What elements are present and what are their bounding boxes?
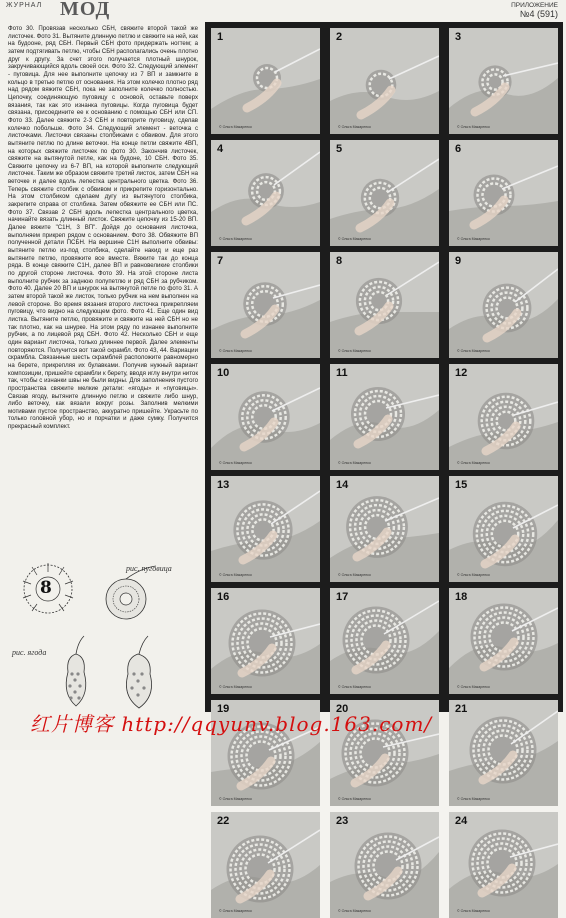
photo-number: 22 xyxy=(217,815,230,827)
photo-credit: © Ольга Макаренко xyxy=(457,909,490,913)
crochet-photo xyxy=(449,252,558,358)
crochet-photo xyxy=(211,140,320,246)
photo-image xyxy=(449,588,558,694)
photo-number: 21 xyxy=(455,703,468,715)
photo-credit: © Ольга Макаренко xyxy=(457,125,490,129)
berry-diagram-label: рис. ягода xyxy=(12,648,47,657)
photo-image xyxy=(449,812,558,918)
photo-number: 7 xyxy=(217,255,224,267)
photo-number: 19 xyxy=(217,703,230,715)
crochet-photo xyxy=(449,140,558,246)
photo-credit: © Ольга Макаренко xyxy=(219,685,252,689)
photo-credit: © Ольга Макаренко xyxy=(338,125,371,129)
photo-image xyxy=(211,364,320,470)
photo-number: 24 xyxy=(455,815,468,827)
crochet-photo xyxy=(330,476,439,582)
photo-credit: © Ольга Макаренко xyxy=(457,237,490,241)
supplement-label: ПРИЛОЖЕНИЕ xyxy=(511,2,558,9)
crochet-photo xyxy=(449,364,558,470)
diagram-number: 8 xyxy=(40,578,52,598)
photo-image xyxy=(330,140,439,246)
photo-number: 5 xyxy=(336,143,343,155)
photo-image xyxy=(330,28,439,134)
photo-credit: © Ольга Макаренко xyxy=(219,573,252,577)
crochet-photo xyxy=(211,588,320,694)
crochet-photo xyxy=(330,588,439,694)
photo-credit: © Ольга Макаренко xyxy=(219,349,252,353)
photo-credit: © Ольга Макаренко xyxy=(457,573,490,577)
crochet-photo xyxy=(449,28,558,134)
crochet-photo xyxy=(211,476,320,582)
photo-number: 15 xyxy=(455,479,468,491)
photo-number: 14 xyxy=(336,479,349,491)
photo-number: 4 xyxy=(217,143,224,155)
crochet-photo xyxy=(211,812,320,918)
photo-number: 1 xyxy=(217,31,224,43)
crochet-photo xyxy=(330,364,439,470)
berry-diagram xyxy=(66,636,151,708)
photo-image xyxy=(211,252,320,358)
photo-image xyxy=(330,812,439,918)
photo-number: 11 xyxy=(336,367,348,379)
magazine-word: ЖУРНАЛ xyxy=(6,2,43,9)
photo-credit: © Ольга Макаренко xyxy=(219,237,252,241)
photo-credit: © Ольга Макаренко xyxy=(457,685,490,689)
photo-image xyxy=(330,252,439,358)
photo-number: 12 xyxy=(455,367,468,379)
photo-credit: © Ольга Макаренко xyxy=(219,909,252,913)
crochet-photo xyxy=(449,588,558,694)
photo-image xyxy=(330,364,439,470)
issue-number: №4 (591) xyxy=(519,9,558,19)
photo-credit: © Ольга Макаренко xyxy=(338,573,371,577)
magazine-logo: МОД xyxy=(60,0,111,20)
photo-credit: © Ольга Макаренко xyxy=(457,349,490,353)
photo-credit: © Ольга Макаренко xyxy=(338,349,371,353)
photo-image xyxy=(449,364,558,470)
photo-number: 23 xyxy=(336,815,349,827)
photo-image xyxy=(449,140,558,246)
crochet-photo xyxy=(449,812,558,918)
photo-credit: © Ольга Макаренко xyxy=(219,125,252,129)
photo-credit: © Ольга Макаренко xyxy=(338,237,371,241)
photo-number: 20 xyxy=(336,703,349,715)
photo-credit: © Ольга Макаренко xyxy=(457,461,490,465)
photo-image xyxy=(330,476,439,582)
photo-number: 2 xyxy=(336,31,343,43)
button-diagram-label: рис. пуговица xyxy=(126,564,172,573)
photo-image xyxy=(211,28,320,134)
photo-number: 9 xyxy=(455,255,462,267)
photo-image xyxy=(449,252,558,358)
crochet-photo xyxy=(211,28,320,134)
photo-credit: © Ольга Макаренко xyxy=(338,461,371,465)
photo-credit: © Ольга Макаренко xyxy=(338,797,371,801)
photo-image xyxy=(211,140,320,246)
issue-header xyxy=(511,2,558,18)
crochet-photo xyxy=(211,252,320,358)
crochet-photo xyxy=(330,28,439,134)
photo-number: 16 xyxy=(217,591,230,603)
crochet-photo xyxy=(330,252,439,358)
photo-number: 6 xyxy=(455,143,462,155)
photo-image xyxy=(211,476,320,582)
crochet-photo xyxy=(330,140,439,246)
photo-image xyxy=(449,476,558,582)
watermark: 红片博客 http://qqyunv.blog.163.com/ xyxy=(30,712,433,736)
crochet-photo xyxy=(449,476,558,582)
instructions-text: Фото 30. Провязав несколько СБН, свяжите второй такой же листочек. Фото 31. Вытяните длинную петлю и свяжите на ней, как на будооне, ряд СБН. Первый СБН фото придержать ногтем; а затем подтягивать петлю, чтобы СБН располагались очень плотно друг к другу. За счет этого получается плотный шнурок, закручивающийся вдоль своей оси. Фото 32. Следующий элемент - пуговица. Для нее выполните цепочку из 7 ВП и замкните в кольцо в третью петлю от основания. На этом колечко плотно ряд над рядом вяжите СБН, пока не заполните колечко полностью. Цепочку, соединяющую пуговицу с основой, оставьте поверх вязания, так как это изнанка пуговицы. Когда пуговица будет связана, присоедините ее к основанию с помощью СБН или СП. Фото 33. Далее свяжите 2-3 СБН и повторите пуговицу, сделав колечко побольше. Фото 34. Следующий элемент - веточка с листочками. Листочки связаны столбиками с обвивом. Для этого вытяните петлю по длине веточки. На конце петли свяжите 4ВП, на которых свяжите листочек по фото 30. Закончив листочек, свяжите на вытянутой петле, как на будоне, 10 СБН. Фото 35. Свяжите цепочку из 6-7 ВП, на которой выполните следующий листочек. Таким же образом свяжите третий листок, затем СБН на веточке и далее вдоль лепестка центрального цветка. Фото 36. Теперь свяжите столбик с обвивом и прикрепите горизонтально. На этом столбиком сделаем дугу из вытянутого столбика, закрепите справа от столбика. Затем обвяжите ее СБН или ПС. Фото 37. Связав 2 СБН вдоль лепестка центрального цветка, начинайте вязать длинный листок. Свяжите цепочку из 15-20 ВП. Далее вяжите "С1Н, 3 ВП". Дойдя до основания листочка, выполняем прикреп рядом с основанием. Фото 38. Обвяжите ВП полученной детали ПСБН. На вершине С1Н выполните обвивы: вытяните петлю из-под столбика, сделайте накид и еще раз вытяните петлю, провяжите все вместе. Вяжите так до конца ряда. В конце свяжите С1Н, далее ВП и равновеликие столбики по другой стороне листочка. Фото 39. На этой стороне листа выполните рубчик за заднюю полупетлю и ряд СБН за рубчиком. Фото 40. Далее 20 ВП и шнурок на вытянутой петле по фото 31. А затем второй такой же листок, только рубчик на нем выполнен на левой стороне. Во время вязания второго листочка прикрепляем пуговицу, что видно на следующем фото. Фото 41. Еще один вид листка. Вытяните петлю, провяжите и свяжите на ней СБН но не так плотно, как на шнурке. На этом ряду по изнанке выполните рубчик, а по лицевой ряд СБН. Фото 42. Несколько СБН и еще один вариант листочка, только длиннее первой. Далее элементы повторяются. Получится вот такой скрамбл. Фото 43, 44. Вариации скрамбла. Связанные шесть скрамблей расположите равномерно на берете, прикрепляя их булавками. Получив нужный вариант композиции, пришейте скрамбли к берету, вводя иглу внутри ниток так, чтобы с изнанки швы не были видны. Для заполнения пустого пространства свяжите мелкие детали: «ягоды» и «пуговицы». Связав ягоду, вытяните длинную петлю и свяжите либо шнур, либо веточку, как вязали вокруг розы. Заполнив мелкими мотивами пустое пространство, аккуратно пришейте. Украсьте по только головной убор, но и порчатки и даже сумку. Получится прекрасный комплект. xyxy=(8,25,198,431)
crochet-photo xyxy=(330,812,439,918)
photo-number: 3 xyxy=(455,31,462,43)
photo-image xyxy=(449,28,558,134)
photo-credit: © Ольга Макаренко xyxy=(338,909,371,913)
photo-number: 10 xyxy=(217,367,230,379)
photo-number: 17 xyxy=(336,591,349,603)
photo-credit: © Ольга Макаренко xyxy=(338,685,371,689)
photo-image xyxy=(330,588,439,694)
photo-number: 13 xyxy=(217,479,230,491)
photo-credit: © Ольга Макаренко xyxy=(457,797,490,801)
crochet-photo xyxy=(211,364,320,470)
photo-credit: © Ольга Макаренко xyxy=(219,797,252,801)
photo-number: 8 xyxy=(336,255,343,267)
photo-number: 18 xyxy=(455,591,468,603)
photo-image xyxy=(211,588,320,694)
photo-image xyxy=(211,812,320,918)
photo-credit: © Ольга Макаренко xyxy=(219,461,252,465)
